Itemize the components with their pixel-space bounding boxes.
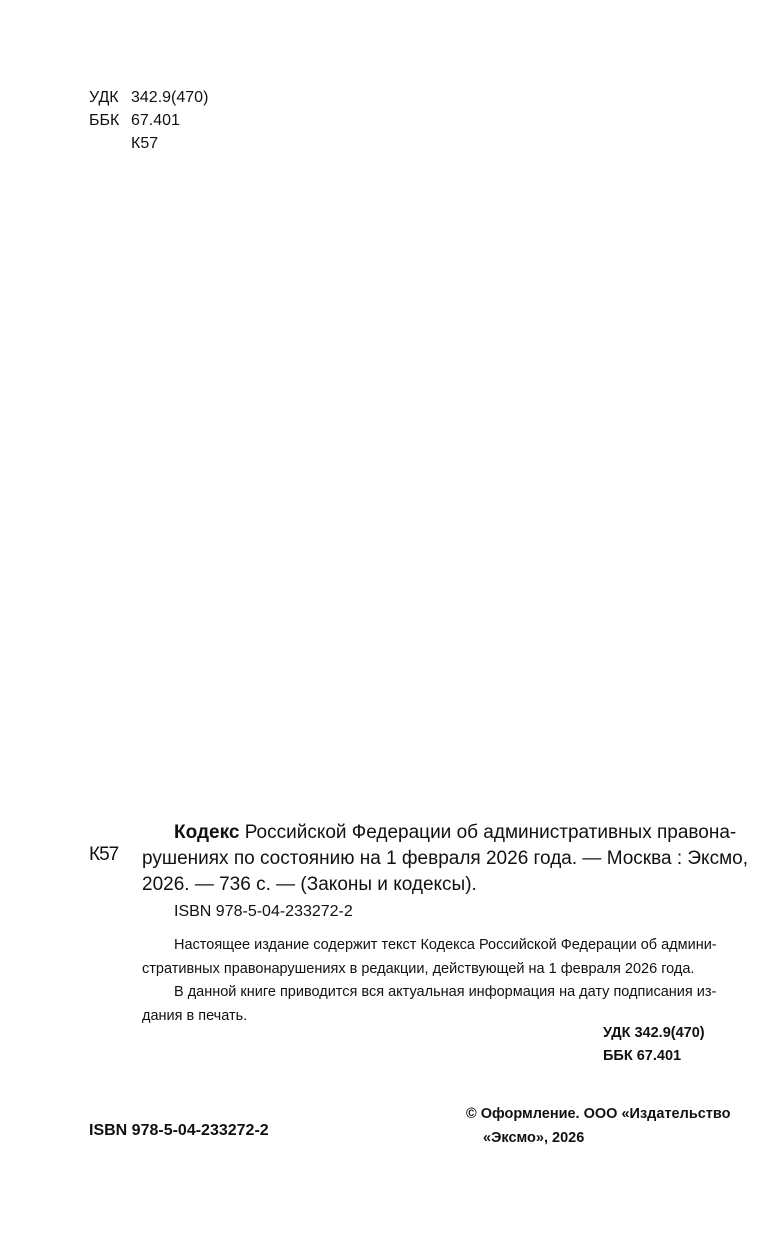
bibliography-line-1 [142,820,737,846]
copyright-line-2: «Эксмо», 2026 [483,1130,585,1146]
bibliography-line-2: рушениях по состоянию на 1 февраля 2026 года. — Москва : Эксмо, [142,848,748,869]
right-bbk: ББК 67.401 [603,1048,682,1064]
annotation-line: стративных правонарушениях в редакции, действующей на 1 февраля 2026 года. [142,960,695,977]
bbk-label: ББК [89,112,120,129]
right-classification [603,1022,705,1068]
bibliographic-description [142,820,748,898]
bibliography-line-3: 2026. — 736 с. — (Законы и кодексы). [142,874,477,895]
copyright-line-1: © Оформление. ООО «Издательство [466,1106,731,1122]
isbn-bottom: ISBN 978-5-04-233272-2 [89,1122,269,1139]
classification-block [89,86,208,155]
annotation-line: В данной книге приводится вся актуальная информация на дату подписания из- [174,984,717,1000]
annotation-line: дания в печать. [142,1007,248,1024]
copyright [466,1102,730,1150]
udk-row [89,86,208,109]
book-title: Кодекс [174,822,240,843]
bibliography-line-1-rest: Российской Федерации об административных правона- [244,822,737,843]
annotation-line: Настоящее издание содержит текст Кодекса Российской Федерации об админи- [174,937,717,953]
bbk-value: 67.401 [131,112,180,129]
isbn-line: ISBN 978-5-04-233272-2 [174,903,353,920]
author-mark: К57 [131,135,159,152]
author-mark-row [89,132,208,155]
bibliography-author-mark: К57 [89,844,119,865]
annotation [142,934,717,1028]
bbk-row [89,109,208,132]
right-udk: УДК 342.9(470) [603,1025,705,1041]
udk-label: УДК [89,89,119,106]
udk-value: 342.9(470) [131,89,209,106]
